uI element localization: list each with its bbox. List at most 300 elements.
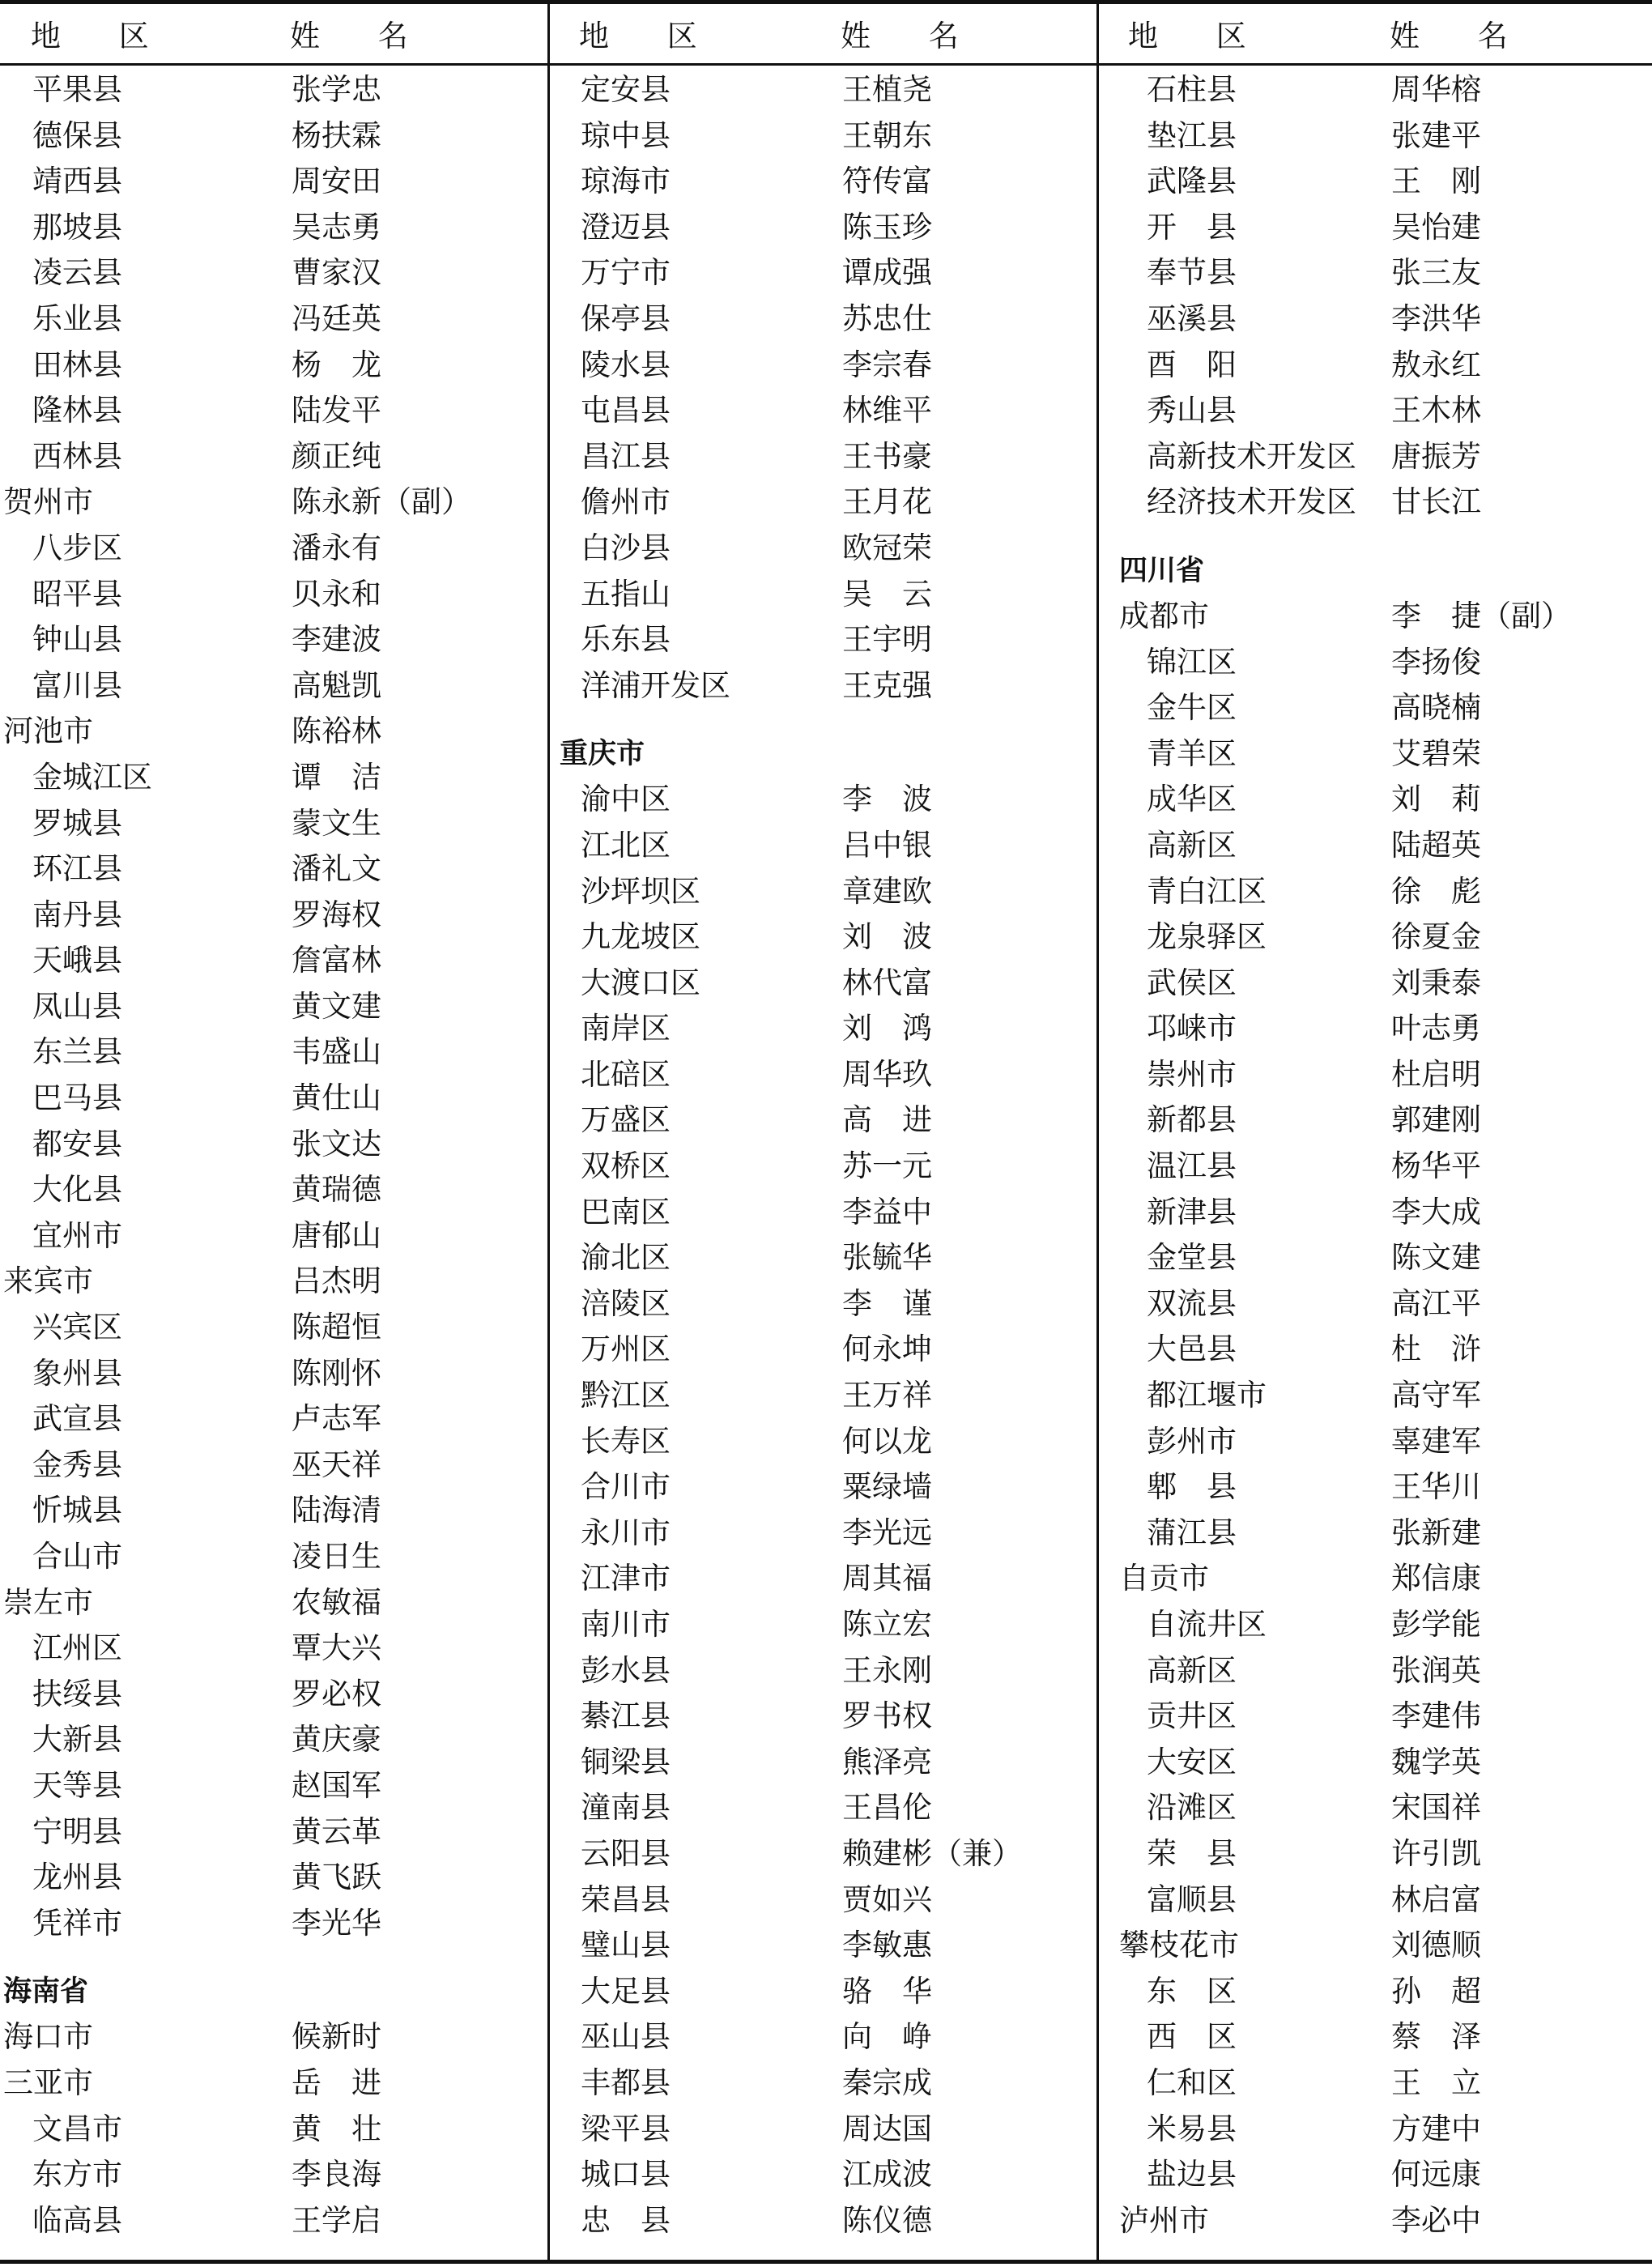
region-cell: 临高县 xyxy=(32,2202,122,2238)
region-cell: 贺州市 xyxy=(3,484,93,520)
region-cell: 凌云县 xyxy=(32,255,122,291)
table-row xyxy=(0,709,547,755)
table-row xyxy=(550,1740,1096,1786)
table-row xyxy=(0,1167,547,1213)
table-row xyxy=(0,1122,547,1168)
table-row xyxy=(0,755,547,801)
region-cell: 高新区 xyxy=(1147,1652,1237,1688)
name-cell: 贝永和 xyxy=(292,576,381,611)
region-cell: 云阳县 xyxy=(581,1835,671,1871)
name-cell: 林启富 xyxy=(1391,1881,1481,1917)
table-row xyxy=(0,1855,547,1901)
name-cell: 陈刚怀 xyxy=(292,1355,381,1391)
region-cell: 琼海市 xyxy=(581,164,671,199)
region-cell: 九龙坡区 xyxy=(581,919,700,955)
table-row xyxy=(0,2014,547,2060)
name-cell: 粟绿墙 xyxy=(842,1469,932,1505)
table-row xyxy=(1099,777,1652,823)
region-cell: 洋浦开发区 xyxy=(581,667,730,703)
table-row xyxy=(1099,1556,1652,1602)
region-cell: 彭州市 xyxy=(1147,1423,1237,1459)
name-cell: 章建欧 xyxy=(842,873,932,909)
name-header: 姓 名 xyxy=(290,19,432,53)
region-cell: 青羊区 xyxy=(1147,735,1237,771)
table-row xyxy=(0,479,547,526)
region-cell: 垫江县 xyxy=(1147,117,1237,153)
region-cell: 荣 县 xyxy=(1147,1835,1237,1871)
name-cell: 蔡 泽 xyxy=(1391,2019,1481,2055)
region-cell: 都江堰市 xyxy=(1147,1378,1267,1413)
name-cell: 吴怡建 xyxy=(1391,209,1481,245)
table-row xyxy=(550,2198,1096,2244)
region-cell: 凤山县 xyxy=(32,988,122,1024)
table-row xyxy=(550,1877,1096,1924)
table-row xyxy=(1099,296,1652,343)
region-cell: 陵水县 xyxy=(581,347,671,382)
table-row xyxy=(1099,640,1652,686)
region-cell: 万州区 xyxy=(581,1332,671,1367)
name-cell: 刘 波 xyxy=(842,919,932,955)
region-cell: 北碚区 xyxy=(581,1056,671,1092)
name-cell: 黄飞跃 xyxy=(292,1860,381,1895)
region-cell: 大新县 xyxy=(32,1722,122,1758)
region-cell: 大渡口区 xyxy=(581,965,700,1000)
region-header: 地 区 xyxy=(31,19,173,53)
region-cell: 都安县 xyxy=(32,1126,122,1161)
region-cell: 龙泉驿区 xyxy=(1147,919,1267,955)
table-row xyxy=(550,1602,1096,1648)
region-cell: 永川市 xyxy=(581,1515,671,1550)
table-row xyxy=(0,250,547,296)
name-cell: 王华川 xyxy=(1391,1469,1481,1505)
table-row xyxy=(1099,434,1652,480)
name-cell: 何远康 xyxy=(1391,2157,1481,2192)
region-cell: 自流井区 xyxy=(1147,1607,1267,1642)
name-cell: 贾如兴 xyxy=(842,1881,932,1917)
name-cell: 杜 浒 xyxy=(1391,1332,1481,1367)
region-cell: 白沙县 xyxy=(581,530,671,565)
name-cell: 张学忠 xyxy=(292,72,381,107)
region-cell: 渝北区 xyxy=(581,1240,671,1276)
table-row xyxy=(0,343,547,389)
name-cell: 高魁凯 xyxy=(292,667,381,703)
table-row xyxy=(0,1351,547,1397)
name-cell: 李光远 xyxy=(842,1515,932,1550)
region-cell: 文昌市 xyxy=(32,2111,122,2146)
region-cell: 象州县 xyxy=(32,1355,122,1391)
region-cell: 来宾市 xyxy=(3,1263,93,1299)
name-cell: 覃大兴 xyxy=(292,1630,381,1666)
name-cell: 苏忠仕 xyxy=(842,300,932,336)
table-row xyxy=(550,1648,1096,1694)
table-row xyxy=(1099,1281,1652,1327)
region-cell: 五指山 xyxy=(581,576,671,611)
table-row xyxy=(550,1831,1096,1877)
name-cell: 周华榕 xyxy=(1391,72,1481,107)
name-cell: 凌日生 xyxy=(292,1539,381,1574)
region-cell: 儋州市 xyxy=(581,484,671,520)
table-row xyxy=(1099,1602,1652,1648)
table-row xyxy=(1099,159,1652,205)
table-row xyxy=(1099,914,1652,961)
region-cell: 渝中区 xyxy=(581,782,671,817)
table-row xyxy=(1099,2014,1652,2060)
table-row xyxy=(0,893,547,939)
region-cell: 东 区 xyxy=(1147,1973,1237,2009)
table-row xyxy=(550,159,1096,205)
region-cell: 成都市 xyxy=(1119,598,1209,633)
region-cell: 温江县 xyxy=(1147,1148,1237,1184)
table-row xyxy=(550,1144,1096,1190)
table-row xyxy=(550,67,1096,113)
name-cell: 吕杰明 xyxy=(292,1263,381,1299)
table-row xyxy=(0,1763,547,1809)
table-row xyxy=(550,1694,1096,1740)
table-row xyxy=(0,1259,547,1305)
table-row xyxy=(1099,1235,1652,1281)
table-row xyxy=(550,663,1096,710)
table-row xyxy=(0,1901,547,1947)
region-cell: 海口市 xyxy=(3,2019,93,2055)
name-cell: 许引凯 xyxy=(1391,1835,1481,1871)
region-cell: 秀山县 xyxy=(1147,393,1237,428)
table-row xyxy=(0,1396,547,1442)
table-row xyxy=(0,434,547,480)
table-row xyxy=(0,663,547,710)
name-cell: 杨 龙 xyxy=(292,347,381,382)
province-heading xyxy=(0,1969,547,2014)
region-cell: 高新技术开发区 xyxy=(1147,438,1356,474)
name-cell: 吴志勇 xyxy=(292,209,381,245)
table-row xyxy=(550,617,1096,663)
name-cell: 熊泽亮 xyxy=(842,1744,932,1779)
name-cell: 林代富 xyxy=(842,965,932,1000)
name-cell: 李 波 xyxy=(842,782,932,817)
table-row xyxy=(550,1464,1096,1511)
region-cell: 武侯区 xyxy=(1147,965,1237,1000)
region-cell: 大足县 xyxy=(581,1973,671,2009)
name-cell: 杨扶霖 xyxy=(292,117,381,153)
name-cell: 张毓华 xyxy=(842,1240,932,1276)
name-cell: 符传富 xyxy=(842,164,932,199)
name-cell: 方建中 xyxy=(1391,2111,1481,2146)
name-cell: 陆海清 xyxy=(292,1493,381,1528)
name-cell: 潘礼文 xyxy=(292,851,381,887)
table-row xyxy=(550,1097,1096,1144)
name-cell: 郑信康 xyxy=(1391,1561,1481,1596)
name-cell: 江成波 xyxy=(842,2157,932,2192)
name-cell: 孙 超 xyxy=(1391,1973,1481,2009)
table-row xyxy=(1099,1694,1652,1740)
region-cell: 江津市 xyxy=(581,1561,671,1596)
table-row xyxy=(0,1626,547,1672)
name-cell: 宋国祥 xyxy=(1391,1790,1481,1826)
name-cell: 韦盛山 xyxy=(292,1034,381,1070)
region-cell: 泸州市 xyxy=(1119,2202,1209,2238)
name-cell: 黄瑞德 xyxy=(292,1172,381,1208)
table-row xyxy=(1099,1923,1652,1969)
table-row xyxy=(1099,1511,1652,1557)
table-row xyxy=(550,1327,1096,1373)
table-row xyxy=(0,526,547,572)
province-name: 四川省 xyxy=(1119,554,1205,587)
region-cell: 忻城县 xyxy=(32,1493,122,1528)
table-row xyxy=(1099,1419,1652,1465)
table-row xyxy=(1099,869,1652,915)
region-cell: 新津县 xyxy=(1147,1194,1237,1229)
table-row xyxy=(1099,2107,1652,2153)
name-cell: 李益中 xyxy=(842,1194,932,1229)
table-row xyxy=(0,1029,547,1076)
region-cell: 开 县 xyxy=(1147,209,1237,245)
region-cell: 武隆县 xyxy=(1147,164,1237,199)
name-cell: 徐 彪 xyxy=(1391,873,1481,909)
name-cell: 陈立宏 xyxy=(842,1607,932,1642)
region-cell: 环江县 xyxy=(32,851,122,887)
name-cell: 赖建彬（兼） xyxy=(842,1835,1022,1871)
region-cell: 那坡县 xyxy=(32,209,122,245)
table-row xyxy=(1099,1740,1652,1786)
name-cell: 张文达 xyxy=(292,1126,381,1161)
table-row xyxy=(1099,823,1652,869)
name-cell: 黄庆豪 xyxy=(292,1722,381,1758)
region-cell: 铜梁县 xyxy=(581,1744,671,1779)
table-row xyxy=(1099,1785,1652,1831)
region-header: 地 区 xyxy=(1128,19,1271,53)
table-row xyxy=(550,1373,1096,1419)
region-cell: 涪陵区 xyxy=(581,1285,671,1321)
region-cell: 南川市 xyxy=(581,1607,671,1642)
name-cell: 骆 华 xyxy=(842,1973,932,2009)
region-cell: 盐边县 xyxy=(1147,2157,1237,2192)
region-header: 地 区 xyxy=(579,19,722,53)
name-cell: 高江平 xyxy=(1391,1285,1481,1321)
table-row xyxy=(1099,113,1652,160)
region-cell: 崇左市 xyxy=(3,1584,93,1620)
table-row xyxy=(550,296,1096,343)
region-cell: 大安区 xyxy=(1147,1744,1237,1779)
name-cell: 王宇明 xyxy=(842,622,932,658)
name-cell: 赵国军 xyxy=(292,1767,381,1803)
name-cell: 李必中 xyxy=(1391,2202,1481,2238)
region-cell: 酉 阳 xyxy=(1147,347,1237,382)
region-cell: 双流县 xyxy=(1147,1285,1237,1321)
table-row xyxy=(550,1419,1096,1465)
table-row xyxy=(1099,961,1652,1007)
table-row xyxy=(1099,205,1652,251)
region-cell: 西 区 xyxy=(1147,2019,1237,2055)
name-cell: 王克强 xyxy=(842,667,932,703)
table-row xyxy=(550,250,1096,296)
name-cell: 谭 洁 xyxy=(292,759,381,795)
table-row xyxy=(550,961,1096,1007)
table-row xyxy=(0,1213,547,1259)
table-row xyxy=(550,2152,1096,2198)
table-row xyxy=(550,1052,1096,1098)
region-cell: 隆林县 xyxy=(32,393,122,428)
region-cell: 攀枝花市 xyxy=(1119,1928,1239,1963)
name-cell: 甘长江 xyxy=(1391,484,1481,520)
name-header: 姓 名 xyxy=(1390,19,1532,53)
region-cell: 天等县 xyxy=(32,1767,122,1803)
name-cell: 王木林 xyxy=(1391,393,1481,428)
table-row xyxy=(550,1006,1096,1052)
region-cell: 丰都县 xyxy=(581,2065,671,2100)
name-cell: 张新建 xyxy=(1391,1515,1481,1550)
region-cell: 石柱县 xyxy=(1147,72,1237,107)
province-name: 海南省 xyxy=(3,1975,89,2009)
name-cell: 辜建军 xyxy=(1391,1423,1481,1459)
name-cell: 王朝东 xyxy=(842,117,932,153)
region-cell: 金秀县 xyxy=(32,1447,122,1482)
table-row xyxy=(1099,1006,1652,1052)
region-cell: 万宁市 xyxy=(581,255,671,291)
name-cell: 黄文建 xyxy=(292,988,381,1024)
region-cell: 乐东县 xyxy=(581,622,671,658)
name-cell: 蒙文生 xyxy=(292,805,381,841)
name-cell: 刘 鸿 xyxy=(842,1011,932,1046)
name-cell: 徐夏金 xyxy=(1391,919,1481,955)
table-row xyxy=(1099,67,1652,113)
name-cell: 敖永红 xyxy=(1391,347,1481,382)
table-row xyxy=(1099,1464,1652,1511)
name-cell: 刘秉泰 xyxy=(1391,965,1481,1000)
name-cell: 陈超恒 xyxy=(292,1310,381,1345)
name-cell: 周达国 xyxy=(842,2111,932,2146)
table-row xyxy=(550,388,1096,434)
name-header: 姓 名 xyxy=(841,19,983,53)
name-cell: 欧冠荣 xyxy=(842,530,932,565)
column-header xyxy=(1099,11,1652,57)
table-row xyxy=(550,1235,1096,1281)
table-row xyxy=(0,984,547,1030)
name-cell: 候新时 xyxy=(292,2019,381,2055)
name-cell: 农敏福 xyxy=(292,1584,381,1620)
name-cell: 苏一元 xyxy=(842,1148,932,1184)
table-row xyxy=(550,1969,1096,2015)
name-cell: 詹富林 xyxy=(292,943,381,978)
region-cell: 江州区 xyxy=(32,1630,122,1666)
table-row xyxy=(0,617,547,663)
name-cell: 高守军 xyxy=(1391,1378,1481,1413)
table-row xyxy=(1099,1648,1652,1694)
table-row xyxy=(550,1281,1096,1327)
region-cell: 凭祥市 xyxy=(32,1905,122,1941)
region-cell: 三亚市 xyxy=(3,2065,93,2100)
name-cell: 罗书权 xyxy=(842,1698,932,1734)
region-cell: 青白江区 xyxy=(1147,873,1267,909)
region-cell: 乐业县 xyxy=(32,300,122,336)
region-cell: 黔江区 xyxy=(581,1378,671,1413)
table-row xyxy=(1099,1831,1652,1877)
name-cell: 周华玖 xyxy=(842,1056,932,1092)
name-cell: 王 刚 xyxy=(1391,164,1481,199)
region-cell: 昌江县 xyxy=(581,438,671,474)
table-row xyxy=(0,159,547,205)
table-row xyxy=(0,1076,547,1122)
table-row xyxy=(550,2107,1096,2153)
name-cell: 唐振芳 xyxy=(1391,438,1481,474)
region-cell: 巫山县 xyxy=(581,2019,671,2055)
region-cell: 德保县 xyxy=(32,117,122,153)
name-cell: 张建平 xyxy=(1391,117,1481,153)
table-row xyxy=(0,113,547,160)
region-cell: 西林县 xyxy=(32,438,122,474)
region-cell: 梁平县 xyxy=(581,2111,671,2146)
region-cell: 天峨县 xyxy=(32,943,122,978)
region-cell: 金城江区 xyxy=(32,759,152,795)
table-row xyxy=(0,1809,547,1856)
region-cell: 靖西县 xyxy=(32,164,122,199)
name-cell: 岳 进 xyxy=(292,2065,381,2100)
region-cell: 高新区 xyxy=(1147,827,1237,863)
region-cell: 忠 县 xyxy=(581,2202,671,2238)
table-row xyxy=(550,1190,1096,1236)
region-cell: 大化县 xyxy=(32,1172,122,1208)
table-row xyxy=(0,1717,547,1763)
region-cell: 巴南区 xyxy=(581,1194,671,1229)
table-row xyxy=(1099,2060,1652,2107)
region-cell: 崇州市 xyxy=(1147,1056,1237,1092)
table-column-1 xyxy=(0,0,547,2264)
region-cell: 八步区 xyxy=(32,530,122,565)
name-cell: 李扬俊 xyxy=(1391,644,1481,680)
table-row xyxy=(0,801,547,847)
region-cell: 富顺县 xyxy=(1147,1881,1237,1917)
name-cell: 李敏惠 xyxy=(842,1928,932,1963)
table-row xyxy=(0,2107,547,2153)
name-cell: 秦宗成 xyxy=(842,2065,932,2100)
region-cell: 澄迈县 xyxy=(581,209,671,245)
region-cell: 南岸区 xyxy=(581,1011,671,1046)
region-cell: 双桥区 xyxy=(581,1148,671,1184)
table-row xyxy=(0,1305,547,1351)
region-cell: 河池市 xyxy=(3,714,93,749)
table-row xyxy=(550,343,1096,389)
region-cell: 宜州市 xyxy=(32,1217,122,1253)
table-row xyxy=(1099,731,1652,778)
name-cell: 林维平 xyxy=(842,393,932,428)
name-cell: 黄 壮 xyxy=(292,2111,381,2146)
region-cell: 万盛区 xyxy=(581,1102,671,1138)
table-row xyxy=(0,846,547,893)
table-row xyxy=(1099,388,1652,434)
name-cell: 陆发平 xyxy=(292,393,381,428)
name-cell: 叶志勇 xyxy=(1391,1011,1481,1046)
table-row xyxy=(550,479,1096,526)
name-cell: 李宗春 xyxy=(842,347,932,382)
name-cell: 陈裕林 xyxy=(292,714,381,749)
name-cell: 潘永有 xyxy=(292,530,381,565)
name-cell: 曹家汉 xyxy=(292,255,381,291)
region-cell: 大邑县 xyxy=(1147,1332,1237,1367)
province-name: 重庆市 xyxy=(560,738,645,771)
region-cell: 沙坪坝区 xyxy=(581,873,700,909)
section-gap xyxy=(1099,526,1652,548)
name-cell: 颜正纯 xyxy=(292,438,381,474)
table-row xyxy=(1099,1052,1652,1098)
table-row xyxy=(550,914,1096,961)
region-cell: 邛崃市 xyxy=(1147,1011,1237,1046)
name-cell: 巫天祥 xyxy=(292,1447,381,1482)
name-cell: 何以龙 xyxy=(842,1423,932,1459)
region-cell: 屯昌县 xyxy=(581,393,671,428)
name-cell: 李建伟 xyxy=(1391,1698,1481,1734)
region-cell: 定安县 xyxy=(581,72,671,107)
name-cell: 陆超英 xyxy=(1391,827,1481,863)
region-cell: 扶绥县 xyxy=(32,1676,122,1711)
name-cell: 王昌伦 xyxy=(842,1790,932,1826)
